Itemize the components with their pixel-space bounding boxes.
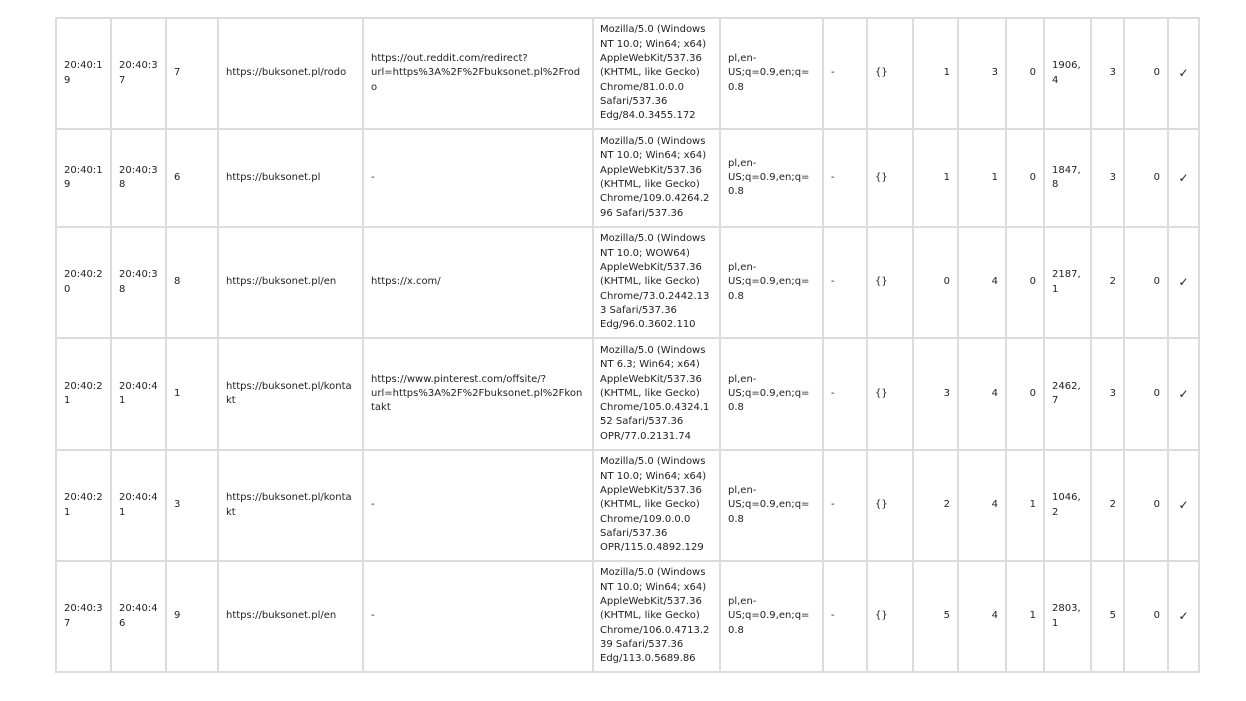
count-cell-3: 0 <box>1006 18 1044 129</box>
id-cell: 1 <box>166 338 218 450</box>
count-cell-3: 0 <box>1006 338 1044 450</box>
count-cell-3: 1 <box>1006 450 1044 561</box>
count-cell-1: 3 <box>913 338 958 450</box>
count-cell-2: 4 <box>958 227 1006 338</box>
count-cell-2: 4 <box>958 338 1006 450</box>
user-agent-cell: Mozilla/5.0 (Windows NT 10.0; Win64; x64) AppleWebKit/537.36 (KHTML, like Gecko) Chrome/106.0.4713.239 Safari/537.36 Edg/113.0.5689.86 <box>593 561 720 672</box>
referrer-cell: https://out.reddit.com/redirect?url=https%3A%2F%2Fbuksonet.pl%2Frodo <box>363 18 593 129</box>
page-url-cell: https://buksonet.pl/en <box>218 561 363 672</box>
count-cell-2: 4 <box>958 561 1006 672</box>
dash-cell: - <box>823 450 867 561</box>
count-cell-3: 1 <box>1006 561 1044 672</box>
user-agent-cell: Mozilla/5.0 (Windows NT 10.0; Win64; x64) AppleWebKit/537.36 (KHTML, like Gecko) Chrome/109.0.4264.296 Safari/537.36 <box>593 129 720 227</box>
start-time-cell: 20:40:21 <box>56 338 111 450</box>
accept-language-cell: pl,en-US;q=0.9,en;q=0.8 <box>720 227 823 338</box>
table-row <box>56 338 1199 450</box>
id-cell: 8 <box>166 227 218 338</box>
count-cell-1: 1 <box>913 18 958 129</box>
count-cell-5: 0 <box>1124 561 1168 672</box>
visits-table-container <box>55 17 1200 673</box>
dash-cell: - <box>823 18 867 129</box>
count-cell-4: 2 <box>1091 450 1124 561</box>
accept-language-cell: pl,en-US;q=0.9,en;q=0.8 <box>720 338 823 450</box>
table-row <box>56 18 1199 129</box>
id-cell: 3 <box>166 450 218 561</box>
duration-cell: 1046,2 <box>1044 450 1091 561</box>
end-time-cell: 20:40:46 <box>111 561 166 672</box>
duration-cell: 2187,1 <box>1044 227 1091 338</box>
count-cell-1: 2 <box>913 450 958 561</box>
user-agent-cell: Mozilla/5.0 (Windows NT 10.0; Win64; x64) AppleWebKit/537.36 (KHTML, like Gecko) Chrome/81.0.0.0 Safari/537.36 Edg/84.0.3455.172 <box>593 18 720 129</box>
check-icon: ✓ <box>1168 450 1199 561</box>
table-body <box>56 18 1199 672</box>
dash-cell: - <box>823 338 867 450</box>
count-cell-2: 4 <box>958 450 1006 561</box>
object-cell: {} <box>867 18 913 129</box>
start-time-cell: 20:40:19 <box>56 18 111 129</box>
count-cell-5: 0 <box>1124 338 1168 450</box>
referrer-cell: - <box>363 129 593 227</box>
user-agent-cell: Mozilla/5.0 (Windows NT 10.0; WOW64) AppleWebKit/537.36 (KHTML, like Gecko) Chrome/73.0.2442.133 Safari/537.36 Edg/96.0.3602.110 <box>593 227 720 338</box>
start-time-cell: 20:40:20 <box>56 227 111 338</box>
count-cell-4: 3 <box>1091 18 1124 129</box>
count-cell-1: 5 <box>913 561 958 672</box>
table-row <box>56 450 1199 561</box>
id-cell: 9 <box>166 561 218 672</box>
dash-cell: - <box>823 227 867 338</box>
page-url-cell: https://buksonet.pl/kontakt <box>218 450 363 561</box>
page-url-cell: https://buksonet.pl/kontakt <box>218 338 363 450</box>
visits-table <box>55 17 1200 673</box>
count-cell-4: 2 <box>1091 227 1124 338</box>
count-cell-1: 0 <box>913 227 958 338</box>
referrer-cell: https://www.pinterest.com/offsite/?url=https%3A%2F%2Fbuksonet.pl%2Fkontakt <box>363 338 593 450</box>
count-cell-2: 1 <box>958 129 1006 227</box>
check-icon: ✓ <box>1168 338 1199 450</box>
duration-cell: 1847,8 <box>1044 129 1091 227</box>
count-cell-1: 1 <box>913 129 958 227</box>
count-cell-5: 0 <box>1124 450 1168 561</box>
referrer-cell: https://x.com/ <box>363 227 593 338</box>
count-cell-4: 3 <box>1091 129 1124 227</box>
start-time-cell: 20:40:21 <box>56 450 111 561</box>
duration-cell: 2462,7 <box>1044 338 1091 450</box>
table-row <box>56 227 1199 338</box>
accept-language-cell: pl,en-US;q=0.9,en;q=0.8 <box>720 450 823 561</box>
count-cell-4: 3 <box>1091 338 1124 450</box>
duration-cell: 2803,1 <box>1044 561 1091 672</box>
object-cell: {} <box>867 338 913 450</box>
check-icon: ✓ <box>1168 561 1199 672</box>
user-agent-cell: Mozilla/5.0 (Windows NT 10.0; Win64; x64) AppleWebKit/537.36 (KHTML, like Gecko) Chrome/109.0.0.0 Safari/537.36 OPR/115.0.4892.129 <box>593 450 720 561</box>
accept-language-cell: pl,en-US;q=0.9,en;q=0.8 <box>720 129 823 227</box>
id-cell: 7 <box>166 18 218 129</box>
table-row <box>56 561 1199 672</box>
object-cell: {} <box>867 227 913 338</box>
object-cell: {} <box>867 561 913 672</box>
accept-language-cell: pl,en-US;q=0.9,en;q=0.8 <box>720 561 823 672</box>
count-cell-3: 0 <box>1006 227 1044 338</box>
page-url-cell: https://buksonet.pl/en <box>218 227 363 338</box>
object-cell: {} <box>867 129 913 227</box>
end-time-cell: 20:40:41 <box>111 450 166 561</box>
count-cell-3: 0 <box>1006 129 1044 227</box>
object-cell: {} <box>867 450 913 561</box>
check-icon: ✓ <box>1168 227 1199 338</box>
referrer-cell: - <box>363 450 593 561</box>
end-time-cell: 20:40:38 <box>111 129 166 227</box>
id-cell: 6 <box>166 129 218 227</box>
start-time-cell: 20:40:37 <box>56 561 111 672</box>
check-icon: ✓ <box>1168 18 1199 129</box>
dash-cell: - <box>823 561 867 672</box>
accept-language-cell: pl,en-US;q=0.9,en;q=0.8 <box>720 18 823 129</box>
page-url-cell: https://buksonet.pl/rodo <box>218 18 363 129</box>
check-icon: ✓ <box>1168 129 1199 227</box>
duration-cell: 1906,4 <box>1044 18 1091 129</box>
count-cell-5: 0 <box>1124 18 1168 129</box>
start-time-cell: 20:40:19 <box>56 129 111 227</box>
page-url-cell: https://buksonet.pl <box>218 129 363 227</box>
count-cell-2: 3 <box>958 18 1006 129</box>
end-time-cell: 20:40:37 <box>111 18 166 129</box>
end-time-cell: 20:40:38 <box>111 227 166 338</box>
count-cell-5: 0 <box>1124 227 1168 338</box>
end-time-cell: 20:40:41 <box>111 338 166 450</box>
referrer-cell: - <box>363 561 593 672</box>
count-cell-5: 0 <box>1124 129 1168 227</box>
user-agent-cell: Mozilla/5.0 (Windows NT 6.3; Win64; x64) AppleWebKit/537.36 (KHTML, like Gecko) Chrome/105.0.4324.152 Safari/537.36 OPR/77.0.2131.74 <box>593 338 720 450</box>
table-row <box>56 129 1199 227</box>
count-cell-4: 5 <box>1091 561 1124 672</box>
dash-cell: - <box>823 129 867 227</box>
